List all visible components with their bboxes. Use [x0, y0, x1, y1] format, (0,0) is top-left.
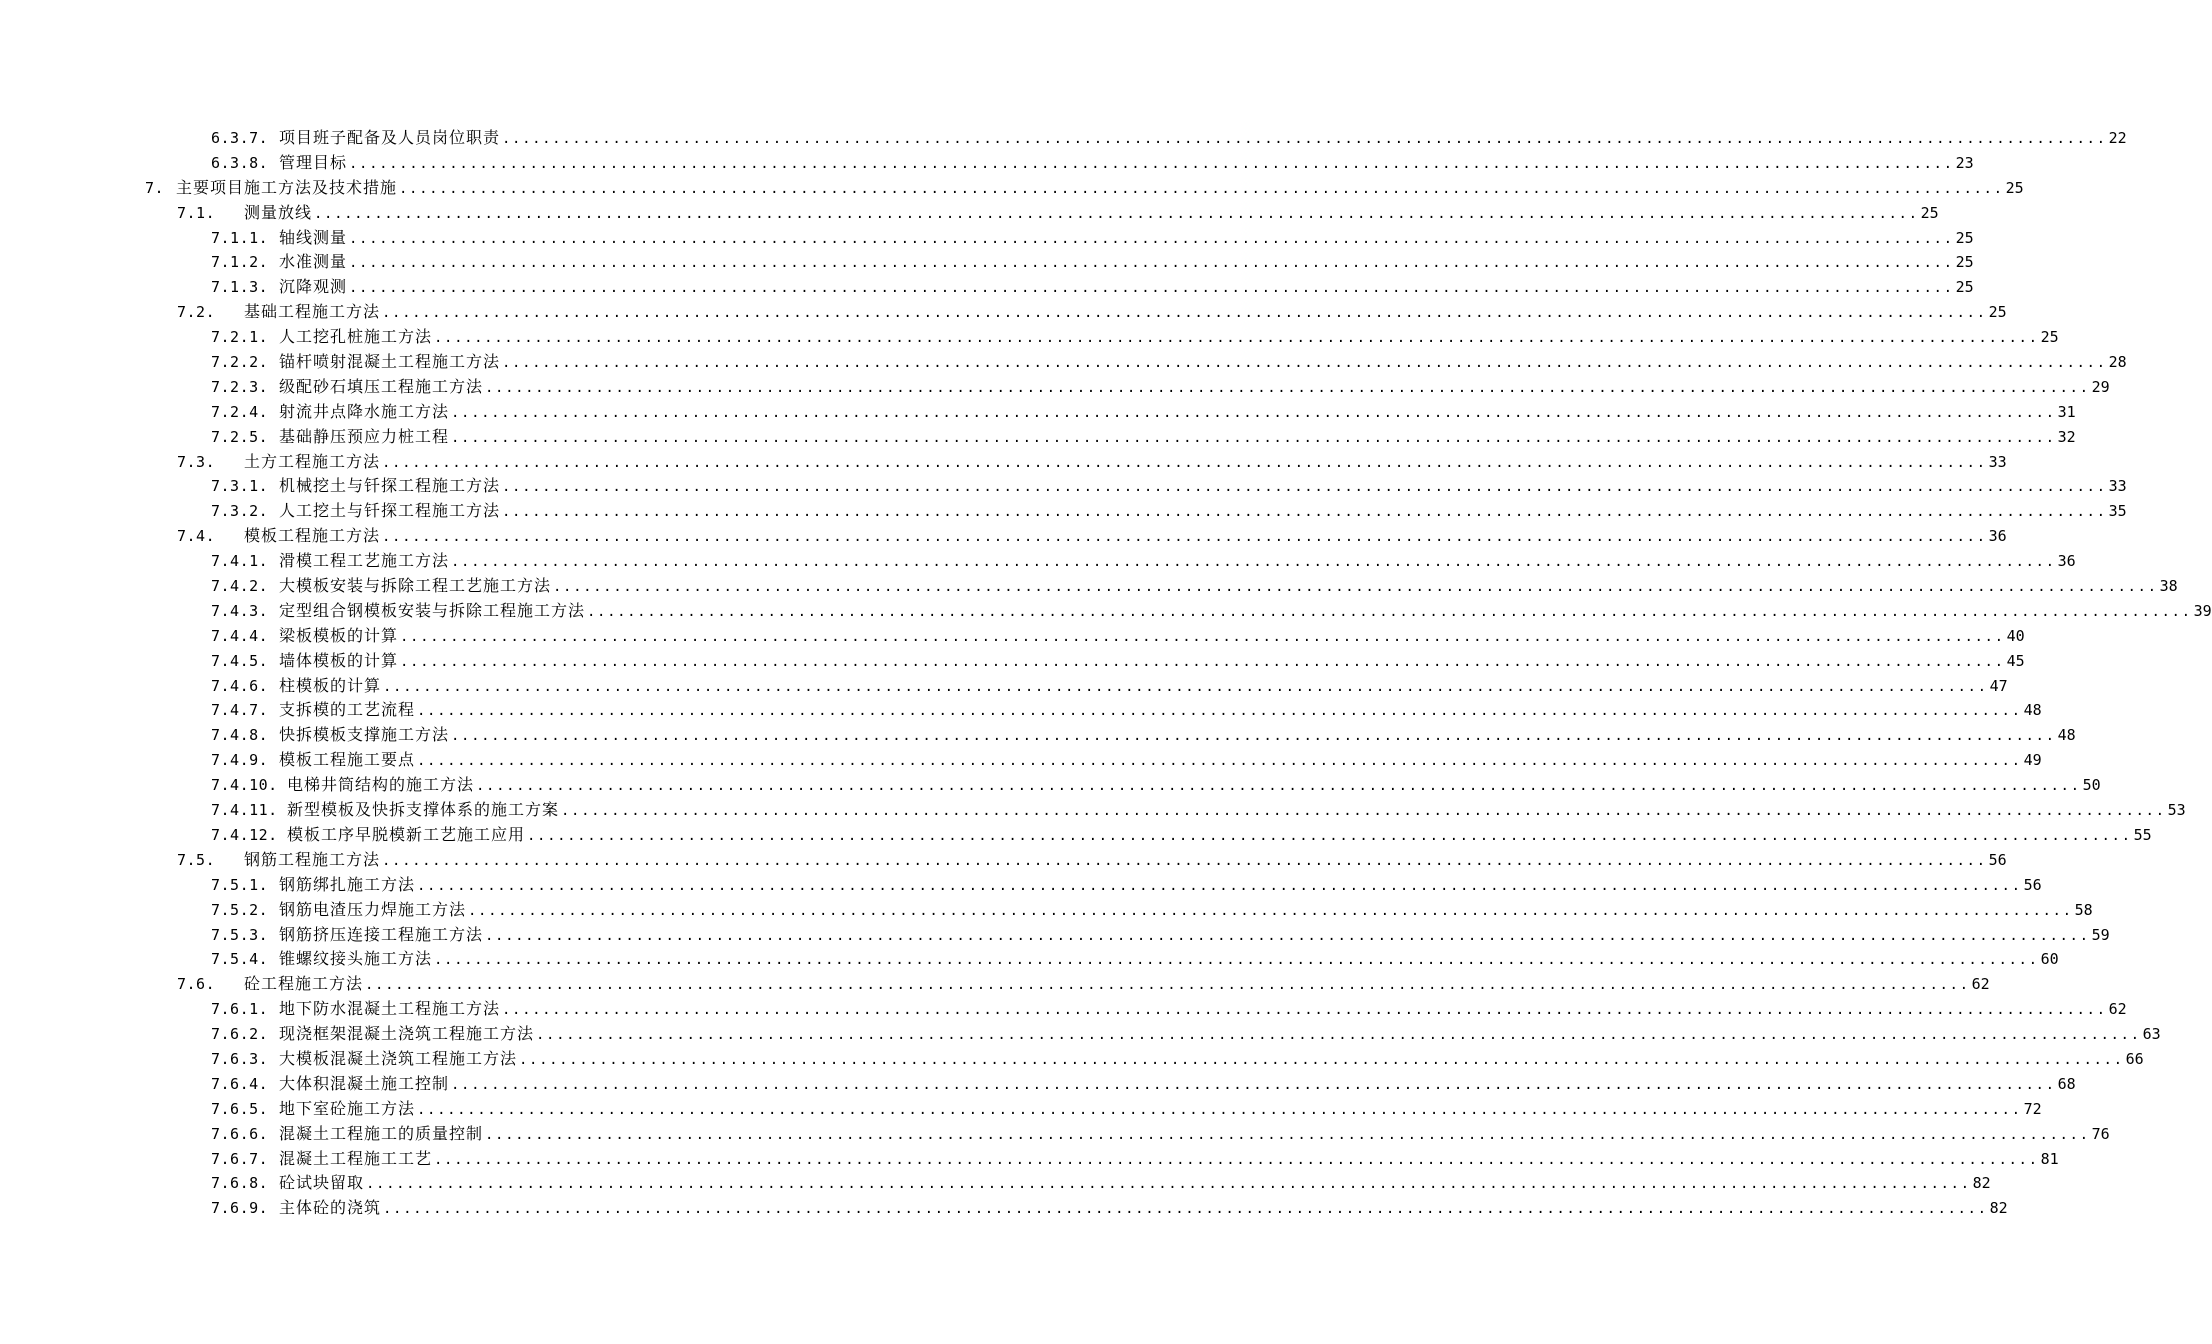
toc-dot-leader: ................................................................................................................................................................: [502, 1002, 2107, 1019]
toc-entry-line: [211, 947, 2059, 972]
toc-entry-line: [177, 300, 2007, 325]
toc-section-number: 6.3.7.: [211, 129, 269, 147]
toc-section-title[interactable]: 锚杆喷射混凝土工程施工方法: [279, 352, 501, 372]
toc-entry-line: [177, 450, 2007, 475]
toc-section-title[interactable]: 钢筋绑扎施工方法: [279, 874, 416, 894]
toc-entry-line: [211, 748, 2042, 773]
toc-dot-leader: ................................................................................................................................................................: [382, 529, 1987, 546]
toc-entry[interactable]: [0, 126, 2127, 151]
toc-page-number: 48: [2023, 701, 2042, 720]
toc-section-title[interactable]: 轴线测量: [279, 227, 348, 247]
toc-dot-leader: ................................................................................................................................................................: [366, 1176, 1971, 1193]
toc-section-title[interactable]: 快拆模板支撑施工方法: [279, 725, 450, 745]
toc-entry-line: [211, 798, 2186, 823]
toc-entry-line: [211, 1122, 2110, 1147]
toc-section-number: 7.3.: [177, 452, 216, 471]
toc-entry[interactable]: [0, 698, 2042, 723]
toc-dot-leader: ................................................................................................................................................................: [383, 678, 1988, 695]
toc-entry-line: [211, 723, 2076, 748]
toc-entry-line: [211, 151, 1974, 176]
toc-section-number: 7.4.1.: [211, 552, 269, 571]
toc-entry-line: [177, 201, 1939, 226]
toc-entry[interactable]: [0, 176, 2024, 201]
toc-section-title[interactable]: 柱模板的计算: [279, 675, 382, 695]
toc-entry-line: [211, 898, 2093, 923]
toc-dot-leader: ................................................................................................................................................................: [476, 778, 2081, 795]
toc-page-number: 25: [1988, 303, 2007, 322]
toc-section-title[interactable]: 人工挖孔桩施工方法: [279, 327, 433, 347]
toc-entry[interactable]: [0, 823, 2152, 848]
toc-entry-line: [211, 1072, 2076, 1097]
toc-section-title[interactable]: 人工挖土与钎探工程施工方法: [279, 501, 501, 521]
toc-page-number: 25: [1920, 203, 1939, 222]
toc-dot-leader: ................................................................................................................................................................: [400, 628, 2005, 645]
toc-section-title[interactable]: 滑模工程工艺施工方法: [279, 551, 450, 571]
toc-entry[interactable]: [0, 275, 1974, 300]
toc-page-number: 45: [2006, 651, 2025, 670]
toc-entry-line: [211, 1196, 2008, 1221]
table-of-contents: [0, 126, 2212, 1221]
toc-section-title[interactable]: 钢筋工程施工方法: [244, 849, 381, 869]
toc-page-number: 33: [2108, 477, 2127, 496]
toc-entry-line: [211, 226, 1974, 251]
toc-section-number: 7.6.2.: [211, 1025, 269, 1044]
toc-entry[interactable]: [0, 1097, 2042, 1122]
toc-section-title[interactable]: 土方工程施工方法: [244, 451, 381, 471]
toc-section-number: 7.4.5.: [211, 651, 269, 670]
toc-dot-leader: ................................................................................................................................................................: [417, 1101, 2022, 1118]
toc-dot-leader: ................................................................................................................................................................: [349, 155, 1954, 172]
toc-entry[interactable]: [0, 549, 2076, 574]
toc-dot-leader: ................................................................................................................................................................: [417, 753, 2022, 770]
toc-section-number: 7.5.2.: [211, 900, 269, 919]
toc-page-number: 58: [2074, 900, 2093, 919]
toc-entry[interactable]: [0, 898, 2093, 923]
toc-dot-leader: ................................................................................................................................................................: [468, 902, 2073, 919]
toc-entry-line: [177, 972, 1990, 997]
toc-page-number: 25: [2005, 178, 2024, 197]
toc-page-number: 56: [2023, 875, 2042, 894]
toc-section-title[interactable]: 钢筋电渣压力焊施工方法: [279, 899, 467, 919]
toc-page-number: 82: [1989, 1199, 2008, 1218]
toc-section-number: 7.6.9.: [211, 1199, 269, 1218]
toc-entry[interactable]: [0, 1022, 2161, 1047]
toc-page-number: 60: [2040, 950, 2059, 969]
toc-entry-line: [211, 250, 1974, 275]
toc-dot-leader: ................................................................................................................................................................: [417, 877, 2022, 894]
toc-section-title[interactable]: 钢筋挤压连接工程施工方法: [279, 924, 484, 944]
toc-entry[interactable]: [0, 325, 2059, 350]
toc-dot-leader: ................................................................................................................................................................: [561, 803, 2166, 820]
toc-section-number: 7.1.3.: [211, 278, 269, 297]
toc-entry-line: [211, 574, 2178, 599]
toc-section-number: 7.2.3.: [211, 377, 269, 396]
toc-section-title[interactable]: 级配砂石填压工程施工方法: [279, 376, 484, 396]
toc-dot-leader: ................................................................................................................................................................: [349, 230, 1954, 247]
toc-dot-leader: ................................................................................................................................................................: [349, 255, 1954, 272]
toc-dot-leader: ................................................................................................................................................................: [451, 728, 2056, 745]
toc-dot-leader: ................................................................................................................................................................: [451, 554, 2056, 571]
toc-entry-line: [211, 698, 2042, 723]
toc-entry[interactable]: [0, 499, 2127, 524]
toc-entry[interactable]: [0, 624, 2025, 649]
toc-section-number: 7.4.4.: [211, 626, 269, 645]
toc-page-number: 62: [1971, 975, 1990, 994]
toc-entry[interactable]: [0, 400, 2076, 425]
toc-section-number: 7.4.9.: [211, 751, 269, 770]
toc-entry-line: [177, 848, 2007, 873]
toc-section-number: 6.3.8.: [211, 153, 269, 172]
toc-section-title[interactable]: 混凝土工程施工工艺: [279, 1148, 433, 1168]
toc-dot-leader: ................................................................................................................................................................: [485, 1126, 2090, 1143]
toc-page-number: 39: [2193, 601, 2212, 620]
toc-dot-leader: ................................................................................................................................................................: [553, 579, 2158, 596]
toc-entry[interactable]: [0, 947, 2059, 972]
toc-entry[interactable]: [0, 1196, 2008, 1221]
toc-dot-leader: ................................................................................................................................................................: [519, 1051, 2124, 1068]
toc-section-number: 7.4.6.: [211, 676, 269, 695]
toc-page-number: 53: [2167, 801, 2186, 820]
toc-section-title[interactable]: 项目班子配备及人员岗位职责: [279, 128, 501, 147]
toc-entry-line: [211, 1047, 2144, 1072]
toc-dot-leader: ................................................................................................................................................................: [365, 977, 1970, 994]
toc-section-title[interactable]: 基础工程施工方法: [244, 302, 381, 322]
toc-page-number: 62: [2108, 1000, 2127, 1019]
toc-dot-leader: ................................................................................................................................................................: [382, 852, 1987, 869]
toc-dot-leader: ................................................................................................................................................................: [502, 355, 2107, 372]
toc-dot-leader: ................................................................................................................................................................: [451, 404, 2056, 421]
toc-entry[interactable]: [0, 649, 2025, 674]
toc-entry[interactable]: [0, 450, 2007, 475]
toc-page-number: 59: [2091, 925, 2110, 944]
toc-section-number: 7.5.3.: [211, 925, 269, 944]
toc-page-number: 36: [2057, 552, 2076, 571]
toc-section-number: 7.4.12.: [211, 825, 278, 844]
toc-page-number: 81: [2040, 1149, 2059, 1168]
toc-entry[interactable]: [0, 599, 2212, 624]
toc-dot-leader: ................................................................................................................................................................: [314, 205, 1919, 222]
toc-entry[interactable]: [0, 350, 2127, 375]
toc-entry-line: [211, 624, 2025, 649]
toc-section-title[interactable]: 大模板混凝土浇筑工程施工方法: [279, 1048, 518, 1068]
toc-page-number: 68: [2057, 1074, 2076, 1093]
toc-entry-line: [211, 773, 2101, 798]
toc-entry[interactable]: [0, 1072, 2076, 1097]
toc-entry-line: [211, 325, 2059, 350]
toc-page-number: 55: [2133, 825, 2152, 844]
toc-dot-leader: ................................................................................................................................................................: [502, 479, 2107, 496]
toc-dot-leader: ................................................................................................................................................................: [485, 927, 2090, 944]
toc-page-number: 29: [2091, 377, 2110, 396]
toc-entry[interactable]: [0, 250, 1974, 275]
toc-page-number: 32: [2057, 427, 2076, 446]
toc-entry[interactable]: [0, 1171, 1991, 1196]
toc-entry[interactable]: [0, 923, 2110, 948]
toc-section-number: 7.6.3.: [211, 1049, 269, 1068]
toc-dot-leader: ................................................................................................................................................................: [382, 454, 1987, 471]
toc-dot-leader: ................................................................................................................................................................: [527, 827, 2132, 844]
toc-page-number: 35: [2108, 502, 2127, 521]
toc-entry-line: [211, 375, 2110, 400]
toc-entry-line: [211, 499, 2127, 524]
toc-entry[interactable]: [0, 524, 2007, 549]
toc-entry[interactable]: [0, 300, 2007, 325]
toc-dot-leader: ................................................................................................................................................................: [434, 1151, 2039, 1168]
toc-dot-leader: ................................................................................................................................................................: [434, 330, 2039, 347]
toc-entry[interactable]: [0, 873, 2042, 898]
toc-entry-line: [211, 1147, 2059, 1172]
toc-section-number: 7.5.4.: [211, 950, 269, 969]
toc-page-number: 63: [2142, 1025, 2161, 1044]
toc-entry[interactable]: [0, 474, 2127, 499]
toc-entry[interactable]: [0, 1122, 2110, 1147]
toc-entry-line: [145, 176, 2024, 201]
toc-dot-leader: ................................................................................................................................................................: [451, 429, 2056, 446]
toc-section-number: 7.4.8.: [211, 726, 269, 745]
toc-section-title[interactable]: 射流井点降水施工方法: [279, 401, 450, 421]
toc-page-number: 25: [1955, 278, 1974, 297]
toc-section-title[interactable]: 大模板安装与拆除工程工艺施工方法: [279, 576, 552, 596]
toc-page-number: 82: [1972, 1174, 1991, 1193]
toc-section-title[interactable]: 砼试块留取: [279, 1173, 365, 1193]
toc-section-title[interactable]: 墙体模板的计算: [279, 650, 399, 670]
toc-section-number: 7.6.1.: [211, 1000, 269, 1019]
toc-entry-line: [211, 674, 2008, 699]
toc-page-number: 76: [2091, 1124, 2110, 1143]
toc-page-number: 28: [2108, 353, 2127, 372]
toc-page-number: 72: [2023, 1099, 2042, 1118]
toc-entry-line: [211, 400, 2076, 425]
toc-section-title[interactable]: 电梯井筒结构的施工方法: [287, 775, 475, 795]
toc-page-number: 49: [2023, 751, 2042, 770]
toc-entry-line: [211, 474, 2127, 499]
toc-page-number: 38: [2159, 577, 2178, 596]
toc-section-number: 7.2.5.: [211, 427, 269, 446]
toc-dot-leader: ................................................................................................................................................................: [399, 180, 2004, 197]
toc-entry[interactable]: [0, 773, 2101, 798]
toc-section-number: 7.4.10.: [211, 776, 278, 795]
toc-page-number: 23: [1955, 153, 1974, 172]
toc-section-number: 7.2.4.: [211, 402, 269, 421]
toc-entry-line: [211, 873, 2042, 898]
toc-section-title[interactable]: 新型模板及快拆支撑体系的施工方案: [287, 800, 560, 820]
toc-section-number: 7.6.6.: [211, 1124, 269, 1143]
toc-entry[interactable]: [0, 972, 1990, 997]
toc-dot-leader: ................................................................................................................................................................: [400, 653, 2005, 670]
toc-section-number: 7.6.4.: [211, 1074, 269, 1093]
toc-entry-line: [211, 1022, 2161, 1047]
toc-section-title[interactable]: 地下室砼施工方法: [279, 1098, 416, 1118]
toc-section-number: 7.3.1.: [211, 477, 269, 496]
toc-section-title[interactable]: 砼工程施工方法: [244, 974, 364, 994]
toc-entry[interactable]: [0, 1047, 2144, 1072]
toc-section-title[interactable]: 测量放线: [244, 202, 313, 222]
toc-entry[interactable]: [0, 201, 1939, 226]
toc-entry-line: [211, 549, 2076, 574]
toc-page-number: 47: [1989, 676, 2008, 695]
toc-entry[interactable]: [0, 674, 2008, 699]
toc-entry[interactable]: [0, 151, 1974, 176]
toc-section-title[interactable]: 管理目标: [279, 152, 348, 172]
toc-dot-leader: ................................................................................................................................................................: [502, 131, 2107, 147]
toc-section-number: 7.3.2.: [211, 502, 269, 521]
toc-section-title[interactable]: 模板工程施工要点: [279, 750, 416, 770]
toc-section-title[interactable]: 地下防水混凝土工程施工方法: [279, 999, 501, 1019]
toc-section-title[interactable]: 基础静压预应力桩工程: [279, 426, 450, 446]
toc-section-number: 7.5.: [177, 850, 216, 869]
toc-page-number: 33: [1988, 452, 2007, 471]
toc-section-number: 7.6.7.: [211, 1149, 269, 1168]
toc-page-number: 25: [2040, 328, 2059, 347]
toc-section-title[interactable]: 锥螺纹接头施工方法: [279, 949, 433, 969]
toc-dot-leader: ................................................................................................................................................................: [417, 703, 2022, 720]
toc-entry[interactable]: [0, 425, 2076, 450]
toc-dot-leader: ................................................................................................................................................................: [382, 305, 1987, 322]
toc-section-title[interactable]: 混凝土工程施工的质量控制: [279, 1123, 484, 1143]
toc-entry[interactable]: [0, 1147, 2059, 1172]
toc-entry[interactable]: [0, 997, 2127, 1022]
toc-entry-line: [211, 649, 2025, 674]
toc-entry-line: [211, 923, 2110, 948]
toc-dot-leader: ................................................................................................................................................................: [536, 1027, 2141, 1044]
toc-page-number: 36: [1988, 527, 2007, 546]
toc-dot-leader: ................................................................................................................................................................: [451, 1076, 2056, 1093]
toc-entry[interactable]: [0, 848, 2007, 873]
toc-page-number: 40: [2006, 626, 2025, 645]
toc-dot-leader: ................................................................................................................................................................: [349, 280, 1954, 297]
toc-entry-line: [211, 126, 2127, 151]
toc-entry[interactable]: [0, 748, 2042, 773]
toc-entry[interactable]: [0, 226, 1974, 251]
toc-section-number: 7.4.2.: [211, 577, 269, 596]
toc-dot-leader: ................................................................................................................................................................: [502, 504, 2107, 521]
toc-page-number: 31: [2057, 402, 2076, 421]
toc-section-number: 7.: [145, 178, 165, 197]
toc-dot-leader: ................................................................................................................................................................: [383, 1201, 1988, 1218]
toc-section-title[interactable]: 现浇框架混凝土浇筑工程施工方法: [279, 1024, 535, 1044]
toc-section-title[interactable]: 沉降观测: [279, 277, 348, 297]
toc-page-number: 48: [2057, 726, 2076, 745]
toc-section-number: 7.1.: [177, 203, 216, 222]
toc-section-number: 7.6.5.: [211, 1099, 269, 1118]
toc-section-number: 7.1.2.: [211, 253, 269, 272]
toc-section-title[interactable]: 定型组合钢模板安装与拆除工程施工方法: [279, 600, 586, 620]
toc-entry[interactable]: [0, 574, 2178, 599]
toc-section-number: 7.1.1.: [211, 228, 269, 247]
toc-section-number: 7.4.7.: [211, 701, 269, 720]
toc-section-number: 7.4.: [177, 527, 216, 546]
toc-dot-leader: ................................................................................................................................................................: [587, 603, 2192, 620]
toc-section-title[interactable]: 大体积混凝土施工控制: [279, 1073, 450, 1093]
toc-section-number: 7.4.3.: [211, 601, 269, 620]
toc-page-number: 25: [1955, 228, 1974, 247]
toc-entry-line: [211, 425, 2076, 450]
toc-entry-line: [211, 823, 2152, 848]
toc-page-number: 50: [2082, 776, 2101, 795]
toc-entry-line: [211, 1097, 2042, 1122]
toc-entry-line: [211, 997, 2127, 1022]
toc-entry-line: [211, 275, 1974, 300]
toc-page-number: 22: [2108, 129, 2127, 147]
toc-entry-line: [211, 1171, 1991, 1196]
toc-section-title[interactable]: 支拆模的工艺流程: [279, 700, 416, 720]
toc-section-number: 7.2.: [177, 303, 216, 322]
toc-entry-line: [211, 599, 2212, 624]
toc-entry[interactable]: [0, 798, 2186, 823]
toc-section-title[interactable]: 水准测量: [279, 252, 348, 272]
toc-page-number: 56: [1988, 850, 2007, 869]
toc-section-title[interactable]: 主要项目施工方法及技术措施: [176, 177, 398, 197]
toc-section-number: 7.6.: [177, 975, 216, 994]
toc-section-title[interactable]: 机械挖土与钎探工程施工方法: [279, 476, 501, 496]
toc-page-number: 25: [1955, 253, 1974, 272]
toc-entry[interactable]: [0, 723, 2076, 748]
toc-section-title[interactable]: 主体砼的浇筑: [279, 1198, 382, 1218]
toc-section-title[interactable]: 梁板模板的计算: [279, 625, 399, 645]
toc-section-number: 7.5.1.: [211, 875, 269, 894]
toc-section-title[interactable]: 模板工程施工方法: [244, 526, 381, 546]
toc-entry[interactable]: [0, 375, 2110, 400]
toc-section-title[interactable]: 模板工序早脱模新工艺施工应用: [287, 824, 526, 844]
toc-dot-leader: ................................................................................................................................................................: [434, 952, 2039, 969]
toc-section-number: 7.4.11.: [211, 801, 278, 820]
toc-entry-line: [211, 350, 2127, 375]
toc-dot-leader: ................................................................................................................................................................: [485, 379, 2090, 396]
toc-page-number: 66: [2125, 1049, 2144, 1068]
toc-section-number: 7.2.2.: [211, 353, 269, 372]
toc-section-number: 7.6.8.: [211, 1174, 269, 1193]
toc-section-number: 7.2.1.: [211, 328, 269, 347]
toc-entry-line: [177, 524, 2007, 549]
